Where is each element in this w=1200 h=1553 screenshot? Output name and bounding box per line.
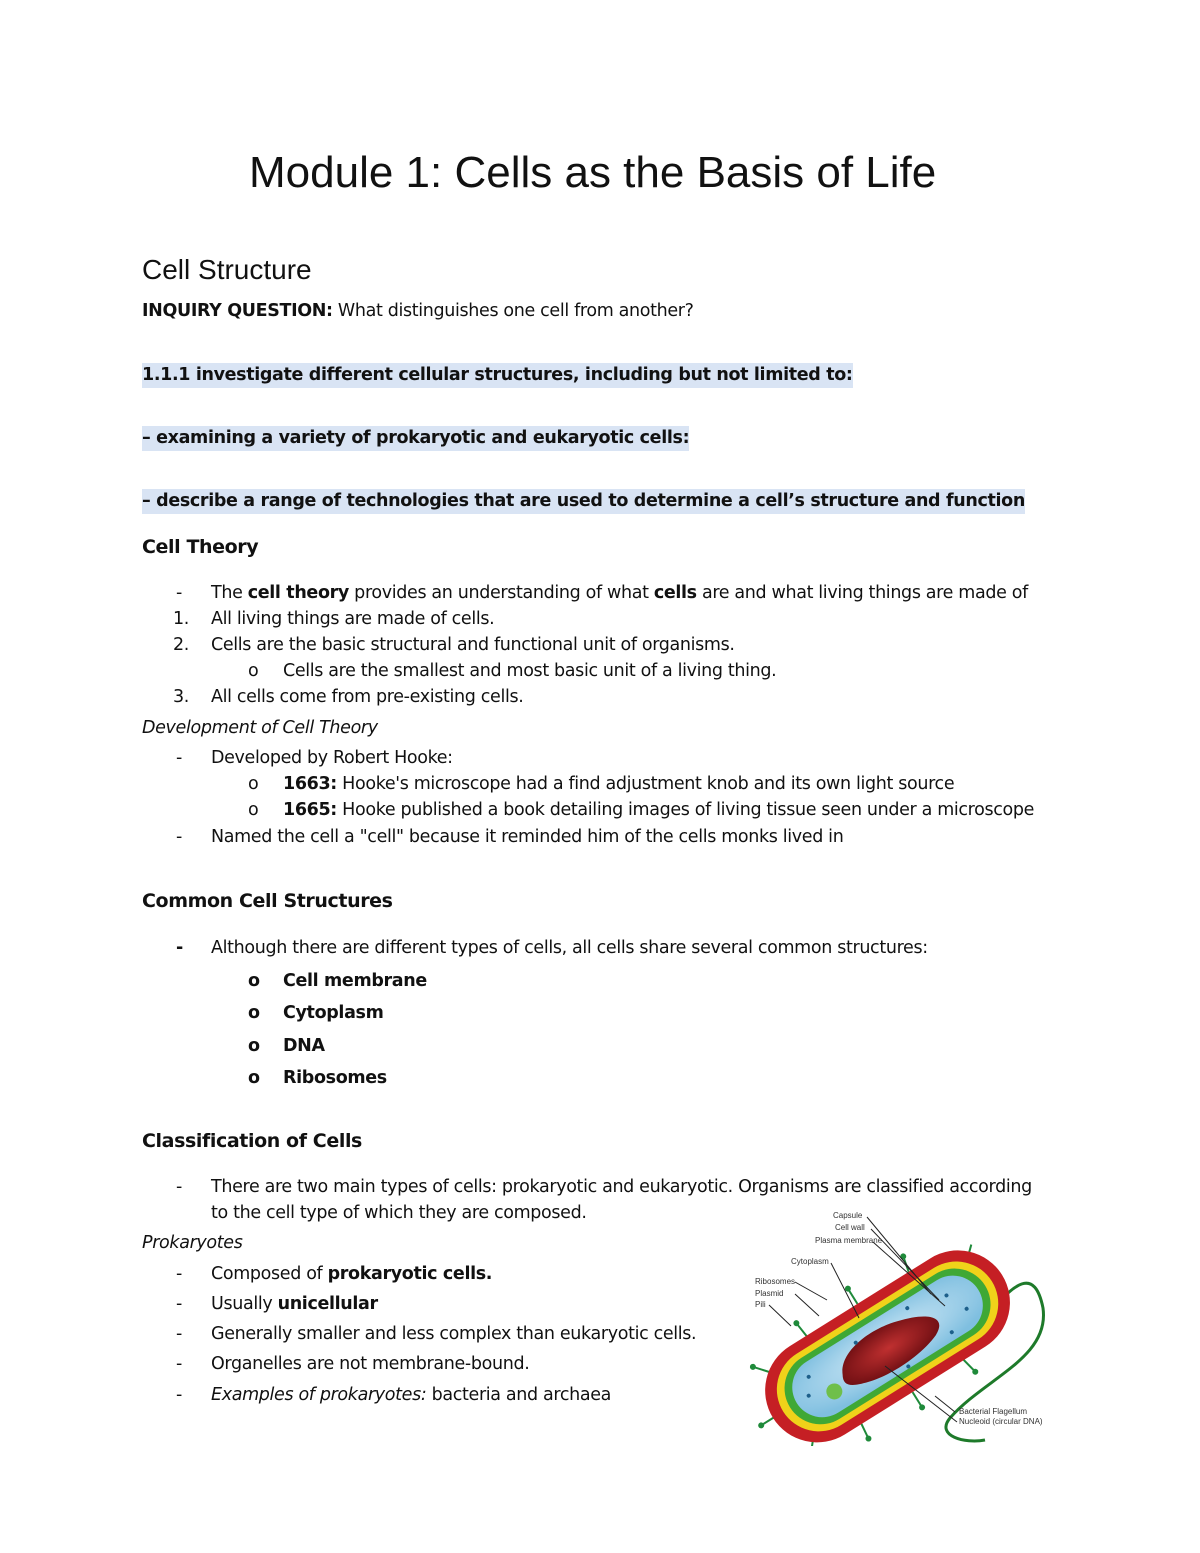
inquiry-question <box>142 300 694 322</box>
prokaryote-examples: Examples of prokaryotes: bacteria and archaea <box>211 1385 611 1405</box>
common-structures-heading: Common Cell Structures <box>142 890 393 912</box>
cell-theory-heading: Cell Theory <box>142 536 259 558</box>
dash-marker: - <box>176 1264 182 1284</box>
sub-bullet: o <box>248 661 259 681</box>
cell-theory-point: All living things are made of cells. <box>211 609 495 629</box>
named-cell: Named the cell a "cell" because it reminded him of the cells monks lived in <box>211 827 844 847</box>
sub-bullet: o <box>248 1068 260 1088</box>
syllabus-line-3: – describe a range of technologies that are used to determine a cell’s structure and function <box>142 490 1025 512</box>
inquiry-text: What distinguishes one cell from another? <box>332 301 694 321</box>
classification-intro-line1: There are two main types of cells: prokaryotic and eukaryotic. Organisms are classified according <box>211 1177 1032 1197</box>
dash-marker: - <box>176 1177 182 1197</box>
sub-bullet: o <box>248 1003 260 1023</box>
event-1663: 1663: Hooke's microscope had a find adjustment knob and its own light source <box>283 774 955 794</box>
structure-item: Cell membrane <box>283 971 427 991</box>
list-number: 3. <box>173 687 189 707</box>
label-flagellum: Bacterial Flagellum <box>959 1407 1028 1416</box>
label-cytoplasm: Cytoplasm <box>791 1257 829 1266</box>
cell-theory-intro: The cell theory provides an understanding of what cells are and what living things are made of <box>211 583 1028 603</box>
structure-item: DNA <box>283 1036 325 1056</box>
dash-marker: - <box>176 1324 182 1344</box>
label-plasma-membrane: Plasma membrane <box>815 1236 883 1245</box>
structure-item: Ribosomes <box>283 1068 387 1088</box>
dash-marker: - <box>176 1294 182 1314</box>
label-pili: Pili <box>755 1300 766 1309</box>
dash-marker: - <box>176 827 182 847</box>
prokaryotes-heading: Prokaryotes <box>142 1233 243 1253</box>
sub-bullet: o <box>248 971 260 991</box>
common-structures-intro: Although there are different types of cells, all cells share several common structures: <box>211 938 928 958</box>
cell-theory-point: Cells are the basic structural and functional unit of organisms. <box>211 635 735 655</box>
dash-marker: - <box>176 748 182 768</box>
classification-intro-line2: to the cell type of which they are composed. <box>211 1203 587 1223</box>
sub-bullet: o <box>248 774 259 794</box>
sub-bullet: o <box>248 1036 260 1056</box>
dash-marker: - <box>176 1385 182 1405</box>
page-title: Module 1: Cells as the Basis of Life <box>249 148 937 197</box>
structure-item: Cytoplasm <box>283 1003 384 1023</box>
development-heading: Development of Cell Theory <box>142 718 378 738</box>
prokaryotic-cell-diagram <box>735 1208 1065 1446</box>
prokaryote-composed: Composed of prokaryotic cells. <box>211 1264 493 1284</box>
dash-marker: - <box>176 938 183 958</box>
syllabus-line-2: – examining a variety of prokaryotic and eukaryotic cells: <box>142 427 689 449</box>
event-1665: 1665: Hooke published a book detailing images of living tissue seen under a microscope <box>283 800 1035 820</box>
classification-heading: Classification of Cells <box>142 1130 362 1152</box>
dash-marker: - <box>176 583 182 603</box>
prokaryote-organelles: Organelles are not membrane-bound. <box>211 1354 530 1374</box>
list-number: 2. <box>173 635 189 655</box>
inquiry-label: INQUIRY QUESTION: <box>142 301 333 321</box>
developed-by: Developed by Robert Hooke: <box>211 748 453 768</box>
prokaryote-usually: Usually unicellular <box>211 1294 378 1314</box>
section-heading: Cell Structure <box>142 254 312 285</box>
label-plasmid: Plasmid <box>755 1289 784 1298</box>
cell-theory-subpoint: Cells are the smallest and most basic unit of a living thing. <box>283 661 777 681</box>
prokaryote-smaller: Generally smaller and less complex than eukaryotic cells. <box>211 1324 697 1344</box>
sub-bullet: o <box>248 800 259 820</box>
label-ribosomes: Ribosomes <box>755 1277 796 1286</box>
label-cell-wall: Cell wall <box>835 1223 865 1232</box>
label-capsule: Capsule <box>833 1211 863 1220</box>
list-number: 1. <box>173 609 189 629</box>
label-nucleoid: Nucleoid (circular DNA) <box>959 1417 1043 1426</box>
syllabus-line-1: 1.1.1 investigate different cellular structures, including but not limited to: <box>142 364 853 386</box>
dash-marker: - <box>176 1354 182 1374</box>
cell-theory-point: All cells come from pre-existing cells. <box>211 687 524 707</box>
